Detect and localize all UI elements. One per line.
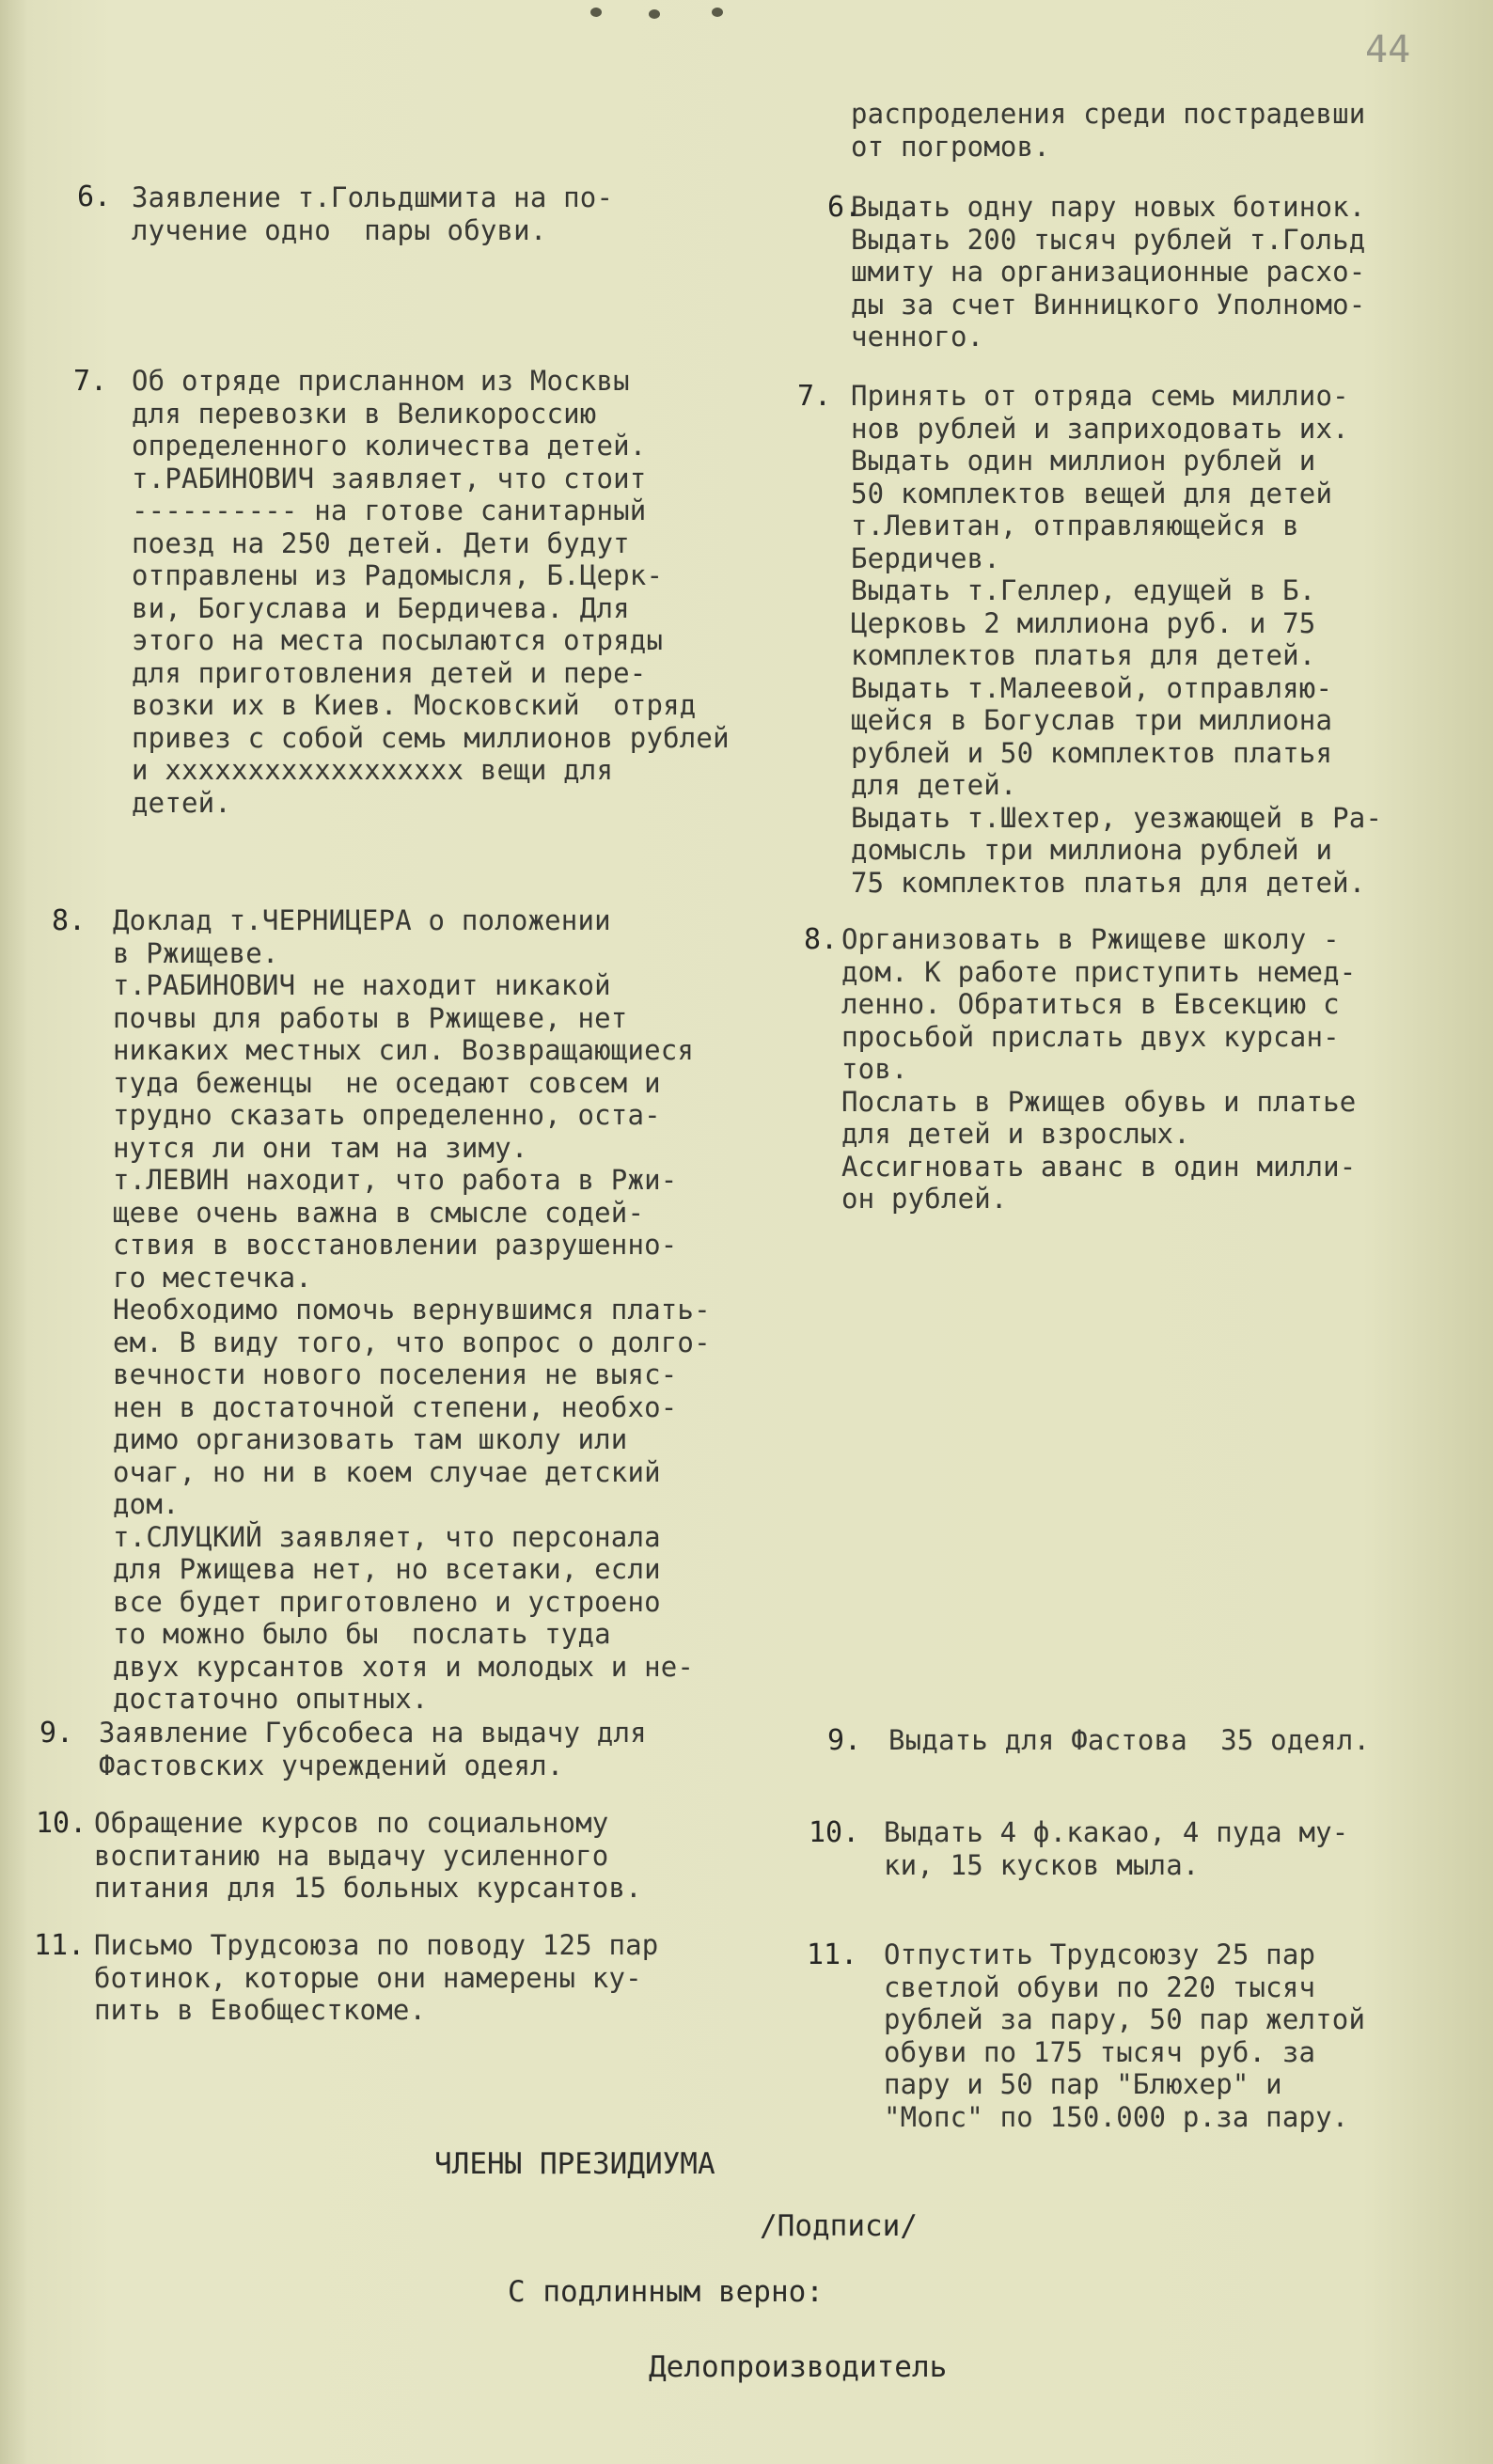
- item-9-subject: Заявление Губсобеса на выдачу для Фастовских учреждений одеял.: [99, 1717, 647, 1781]
- item-11-subject: Письмо Трудсоюза по поводу 125 пар ботинок, которые они намерены ку- пить в Евобщесткоме.: [94, 1929, 659, 2026]
- item-number-11: 11.: [34, 1929, 86, 1962]
- item-8-decision: Организовать в Ржищеве школу - дом. К работе приступить немед- ленно. Обратиться в Евсекцию с просьбой прислать двух курсан- тов. Послать в Ржищев обувь и платье для детей и взрослых. Ассигновать аванс в один милли- он рублей.: [841, 923, 1357, 1215]
- item-number-8: 8.: [52, 904, 86, 937]
- item-10-decision: Выдать 4 ф.какао, 4 пуда му- ки, 15 кусков мыла.: [884, 1816, 1349, 1881]
- item-10-subject: Обращение курсов по социальному воспитанию на выдачу усиленного питания для 15 больных курсантов.: [94, 1807, 642, 1904]
- item-7-decision: Принять от отряда семь миллио- нов рублей и заприходовать их. Выдать один миллион рублей и 50 комплектов вещей для детей т.Левитан, отправляющейся в Бердичев. Выдать т.Геллер, едущей в Б. Церковь 2 миллиона руб. и 75 комплектов платья для детей. Выдать т.Малеевой, отправляю- щейся в Богуслав три миллиона рублей и 50 комплектов платья для детей. Выдать т.Шехтер, уезжающей в Ра- домысль три миллиона рублей и 75 комплектов платья для детей.: [851, 380, 1383, 899]
- item-9-decision-number: 9.: [827, 1724, 862, 1757]
- carryover-text: распроделения среди пострадевши от погромов.: [851, 98, 1366, 163]
- item-7-decision-number: 7.: [797, 380, 832, 413]
- item-number-10: 10.: [36, 1807, 87, 1840]
- item-7-subject: Об отряде присланном из Москвы для перевозки в Великороссию определенного количества детей. т.РАБИНОВИЧ заявляет, что стоит ---------- на готове санитарный поезд на 250 детей. Дети будут отправлены из Радомысля, Б.Церк- ви, Богуслава и Бердичева. Для этого на места посылаются отряды для приготовления детей и пере- возки их в Киев. Московский отряд привез с собой семь миллионов рублей и хххххххххххххххххх вещи для детей.: [132, 365, 730, 819]
- item-10-decision-number: 10.: [809, 1816, 860, 1849]
- punch-hole: [590, 8, 602, 17]
- signatures-note: /Подписи/: [760, 2209, 918, 2243]
- item-11-decision-number: 11.: [807, 1938, 858, 1971]
- item-6-decision-number: 6.: [827, 191, 862, 224]
- item-11-decision: Отпустить Трудсоюзу 25 пар светлой обуви по 220 тысяч рублей за пару, 50 пар желтой обуви по 175 тысяч руб. за пару и 50 пар "Блюхер" и "Мопс" по 150.000 р.за пару.: [884, 1938, 1366, 2133]
- item-number-6: 6.: [77, 180, 112, 213]
- punch-hole: [712, 8, 723, 17]
- page-number: 44: [1365, 28, 1411, 71]
- clerk-title: Делопроизводитель: [649, 2350, 948, 2384]
- item-number-7: 7.: [73, 365, 108, 398]
- item-6-subject: Заявление т.Гольдшмита на по- лучение одно пары обуви.: [132, 181, 614, 246]
- item-number-9: 9.: [39, 1717, 74, 1750]
- presidium-members: ЧЛЕНЫ ПРЕЗИДИУМА: [434, 2147, 715, 2181]
- item-9-decision: Выдать для Фастова 35 одеял.: [888, 1724, 1371, 1756]
- punch-hole: [649, 9, 660, 19]
- item-6-decision: Выдать одну пару новых ботинок. Выдать 200 тысяч рублей т.Гольд шмиту на организационные расхо- ды за счет Винницкого Уполномо- ченного.: [851, 191, 1366, 353]
- item-8-subject: Доклад т.ЧЕРНИЦЕРА о положении в Ржищеве. т.РАБИНОВИЧ не находит никакой почвы для работы в Ржищеве, нет никаких местных сил. Возвращающиеся туда беженцы не оседают совсем и трудно сказать определенно, оста- нутся ли они там на зиму. т.ЛЕВИН находит, что работа в Ржи- щеве очень важна в смысле содей- ствия в восстановлении разрушенно- го местечка. Необходимо помочь вернувшимся плать- ем. В виду того, что вопрос о долго- вечности нового поселения не выяс- нен в достаточной степени, необхо- димо организовать там школу или очаг, но ни в коем случае детский дом. т.СЛУЦКИЙ заявляет, что персонала для Ржищева нет, но всетаки, если все будет приготовлено и устроено то можно было бы послать туда двух курсантов хотя и молодых и не- достаточно опытных.: [113, 904, 711, 1715]
- certification-line: С подлинным верно:: [508, 2275, 824, 2309]
- item-8-decision-number: 8.: [804, 923, 839, 956]
